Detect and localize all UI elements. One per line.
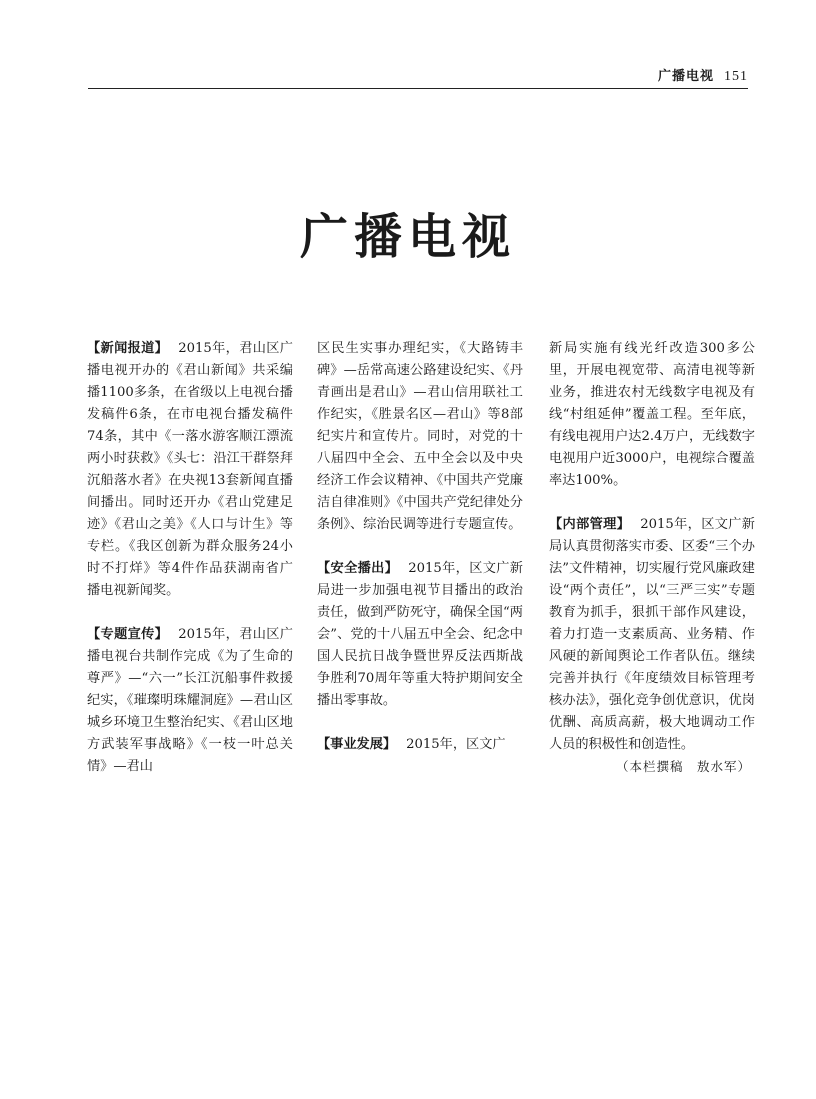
running-head-section: 广播电视: [657, 69, 714, 84]
section-heading-news-report: 【新闻报道】: [87, 341, 169, 356]
paragraph-internal-management: [549, 514, 755, 756]
running-head-text: [658, 65, 748, 85]
paragraph-special-publicity: [87, 624, 293, 778]
paragraph-text: 2015年，君山区广播电视开办的《君山新闻》共采编播1100多条，在省级以上电视台播发稿件6条，在市电视台播发稿件74条，其中《一落水游客顺江漂流两小时获救》《头七：沿江干群祭拜沉船落水者》在央视13套新闻直播间播出。同时还开办《君山党建足迹》《君山之美》《人口与计生》等专栏。《我区创新为群众服务24小时不打烊》等4件作品获湖南省广播电视新闻奖。: [87, 341, 293, 598]
author-credit: （本栏撰稿 敖水军）: [615, 759, 751, 774]
paragraph-text: 新局实施有线光纤改造300多公里，开展电视宽带、高清电视等新业务，推进农村无线数字电视及有线“村组延伸”覆盖工程。至年底，有线电视用户达2.4万户，无线数字电视用户近3000户，电视综合覆盖率达100%。: [549, 341, 755, 488]
paragraph-news-report: [87, 338, 293, 602]
paragraph-text: 2015年，君山区广播电视台共制作完成《为了生命的尊严》—“六一”长江沉船事件救援纪实，《璀璨明珠耀洞庭》—君山区城乡环境卫生整治纪实、《君山区地方武装军事战略》《一枝一叶总关情》—君山: [87, 627, 293, 774]
paragraph-development: [317, 734, 523, 756]
column-2: [317, 338, 523, 756]
running-head: [88, 64, 748, 89]
paragraph-continued: [317, 338, 523, 536]
paragraph-text: 2015年，区文广新局认真贯彻落实市委、区委“三个办法”文件精神，切实履行党风廉政建设“两个责任”，以“三严三实”专题教育为抓手，狠抓干部作风建设，着力打造一支素质高、业务精、作风硬的新闻舆论工作者队伍。继续完善并执行《年度绩效目标管理考核办法》，强化竞争创优意识，优岗优酬、高质高薪，极大地调动工作人员的积极性和创造性。: [549, 517, 755, 752]
paragraph-continued: [549, 338, 755, 492]
section-heading-safe-broadcast: 【安全播出】: [317, 561, 399, 576]
paragraph-text: 2015年，区文广: [406, 737, 506, 752]
section-heading-special-publicity: 【专题宣传】: [87, 627, 169, 642]
paragraph-safe-broadcast: [317, 558, 523, 712]
paragraph-text: 2015年，区文广新局进一步加强电视节目播出的政治责任，做到严防死守，确保全国“两会”、党的十八届五中全会、纪念中国人民抗日战争暨世界反法西斯战争胜利70周年等重大特护期间安全播出零事故。: [317, 561, 523, 708]
column-3: [549, 338, 755, 778]
page-number: 151: [724, 69, 748, 84]
section-heading-development: 【事业发展】: [317, 737, 397, 752]
column-1: [87, 338, 293, 778]
page-title: 广播电视: [299, 209, 516, 265]
section-heading-internal-management: 【内部管理】: [549, 517, 631, 532]
paragraph-text: 区民生实事办理纪实，《大路铸丰碑》—岳常高速公路建设纪实、《丹青画出是君山》—君山信用联社工作纪实，《胜景名区—君山》等8部纪实片和宣传片。同时，对党的十八届四中全会、五中全会以及中央经济工作会议精神、《中国共产党廉洁自律准则》《中国共产党纪律处分条例》、综治民调等进行专题宣传。: [317, 341, 523, 532]
